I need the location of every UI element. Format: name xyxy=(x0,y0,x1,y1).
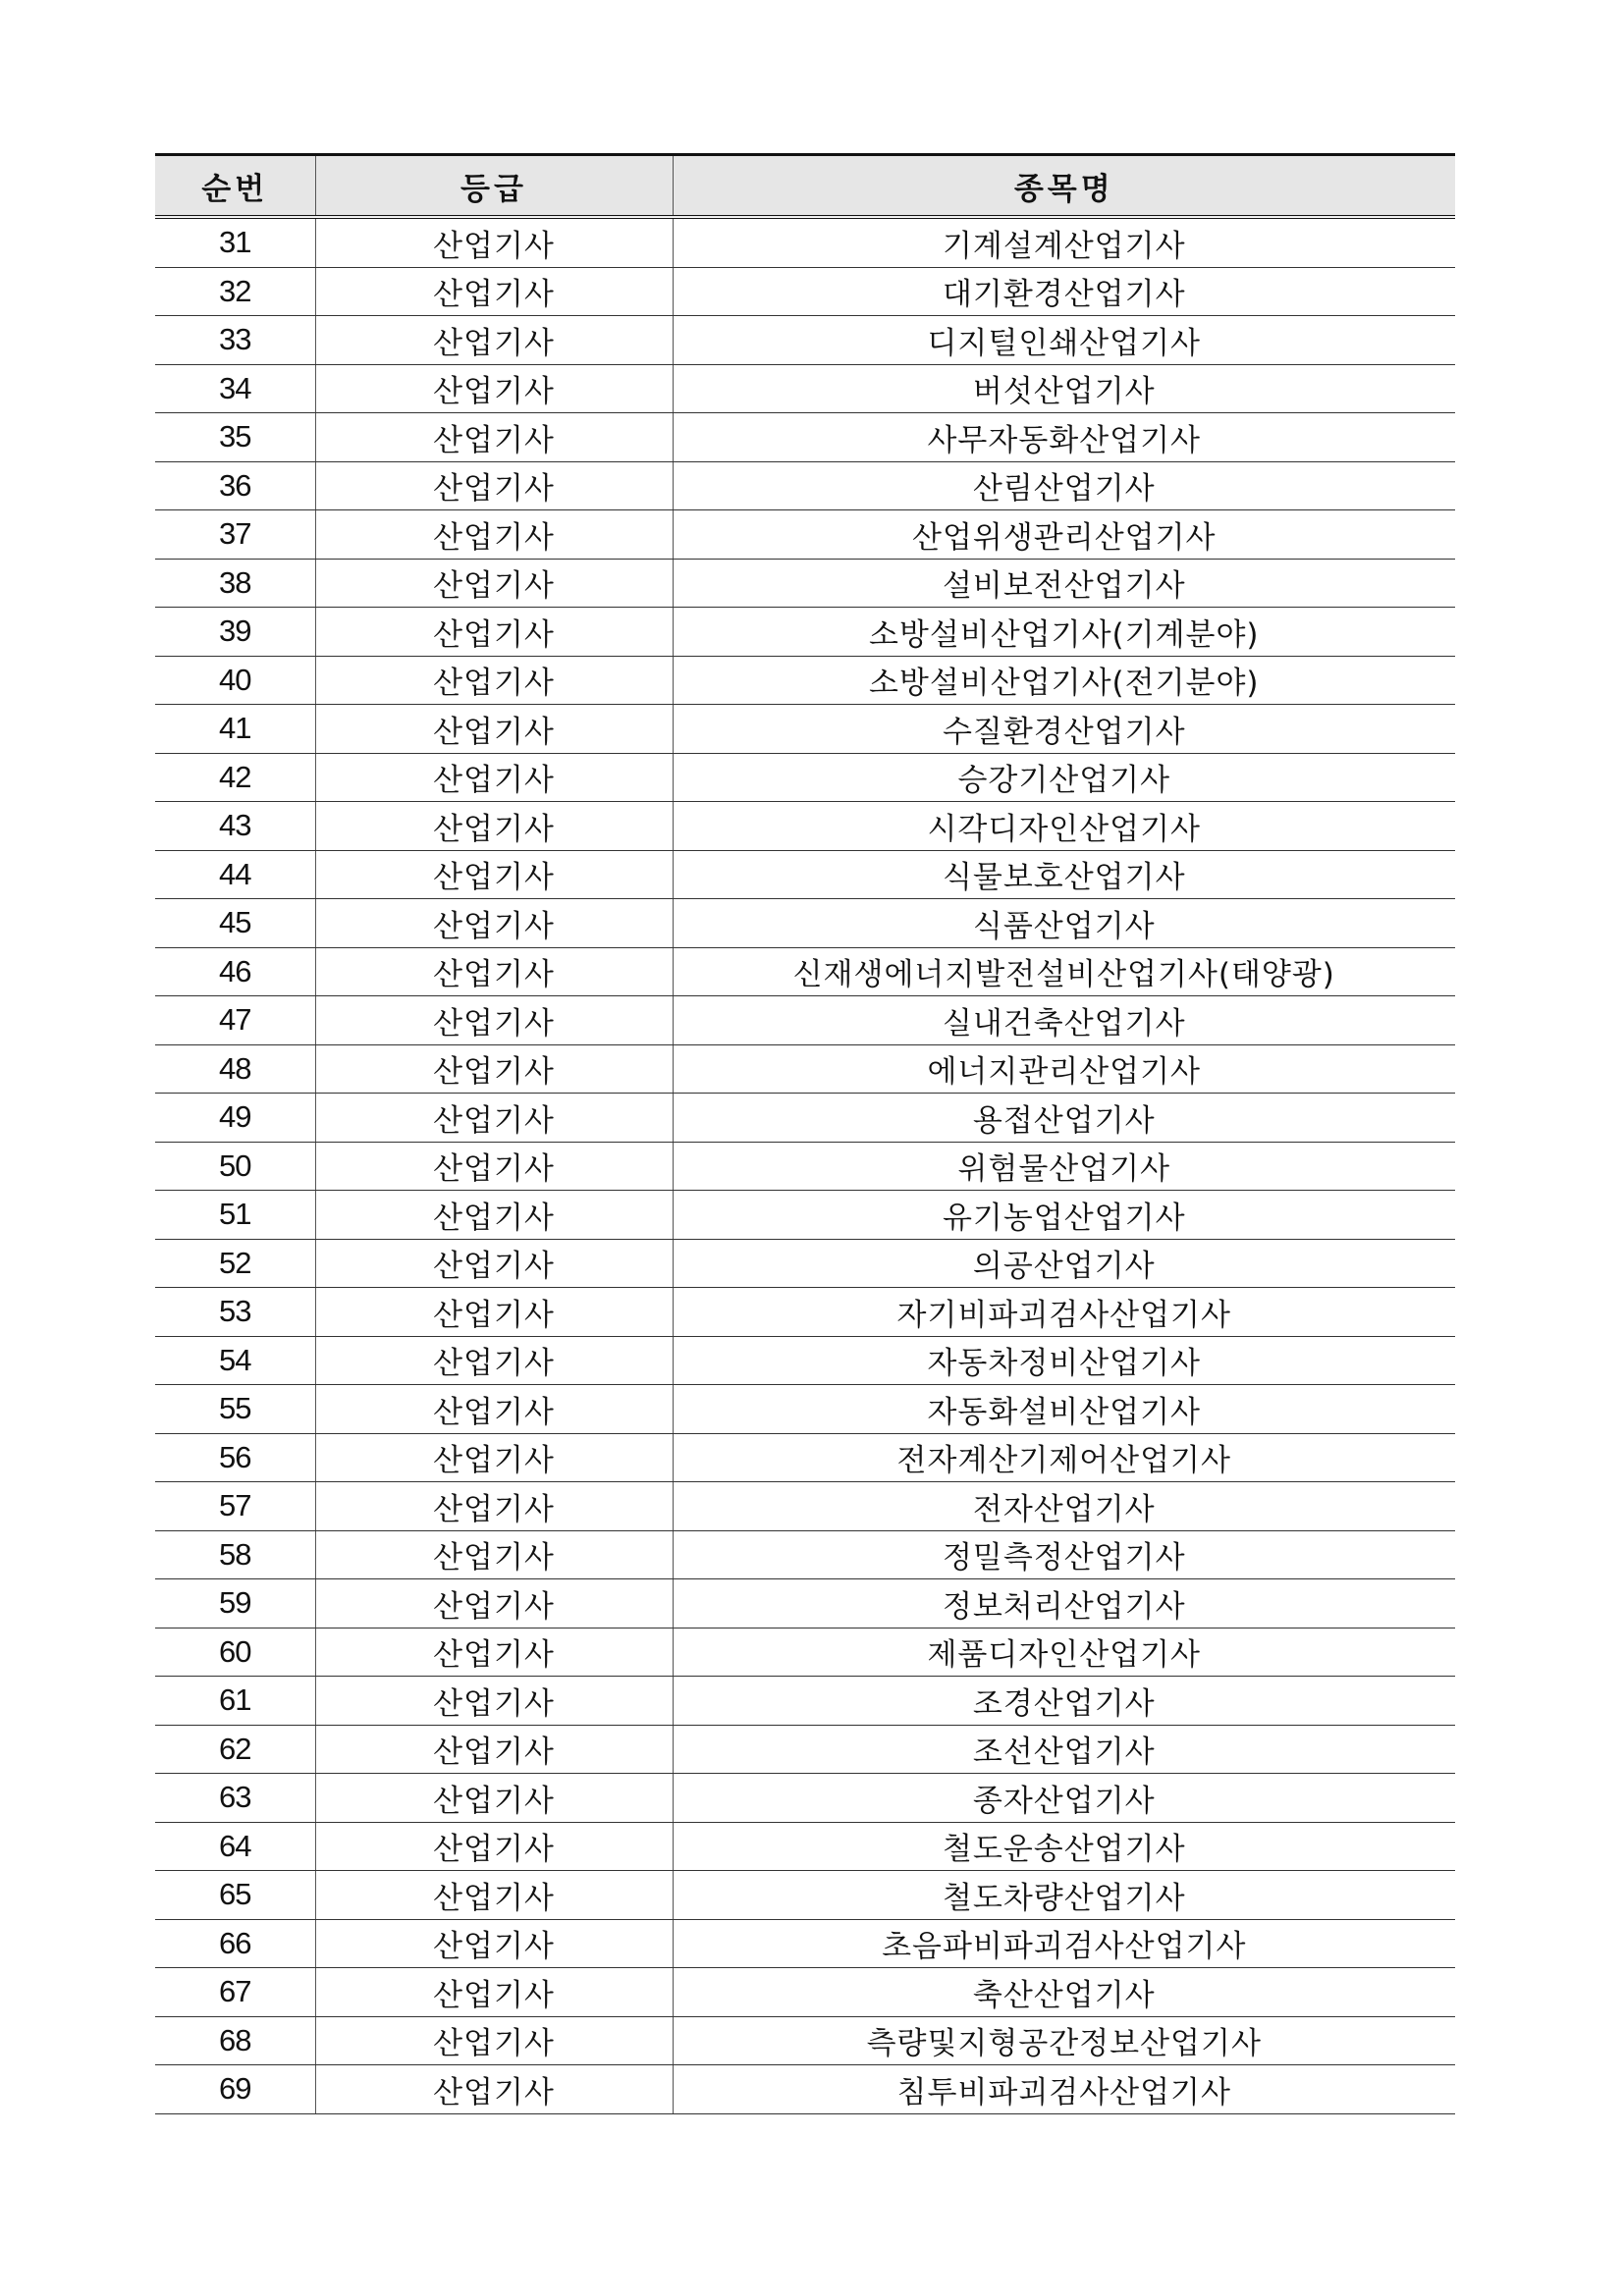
row-grade: 산업기사 xyxy=(315,1142,673,1191)
row-number: 51 xyxy=(155,1191,315,1240)
table-body xyxy=(155,217,1455,2113)
table-row xyxy=(155,510,1455,560)
row-number: 34 xyxy=(155,364,315,413)
row-grade: 산업기사 xyxy=(315,1482,673,1531)
table-row xyxy=(155,1725,1455,1774)
table-row xyxy=(155,1677,1455,1726)
row-item-name: 식물보호산업기사 xyxy=(673,850,1455,899)
row-number: 36 xyxy=(155,461,315,510)
row-number: 55 xyxy=(155,1385,315,1434)
row-grade: 산업기사 xyxy=(315,559,673,608)
row-grade: 산업기사 xyxy=(315,1677,673,1726)
row-number: 63 xyxy=(155,1774,315,1823)
row-number: 43 xyxy=(155,802,315,851)
table-row xyxy=(155,608,1455,657)
row-grade: 산업기사 xyxy=(315,1530,673,1579)
row-number: 37 xyxy=(155,510,315,560)
row-grade: 산업기사 xyxy=(315,217,673,267)
row-number: 45 xyxy=(155,899,315,948)
row-grade: 산업기사 xyxy=(315,1725,673,1774)
row-grade: 산업기사 xyxy=(315,899,673,948)
row-number: 49 xyxy=(155,1094,315,1143)
row-grade: 산업기사 xyxy=(315,267,673,316)
table-row xyxy=(155,1774,1455,1823)
row-number: 68 xyxy=(155,2016,315,2065)
row-grade: 산업기사 xyxy=(315,753,673,802)
row-number: 66 xyxy=(155,1919,315,1968)
row-number: 53 xyxy=(155,1288,315,1337)
row-item-name: 기계설계산업기사 xyxy=(673,217,1455,267)
table-row xyxy=(155,1433,1455,1482)
table-row xyxy=(155,2016,1455,2065)
table-row xyxy=(155,1628,1455,1677)
row-item-name: 버섯산업기사 xyxy=(673,364,1455,413)
table-row xyxy=(155,1968,1455,2017)
row-number: 44 xyxy=(155,850,315,899)
row-grade: 산업기사 xyxy=(315,1628,673,1677)
row-item-name: 전자계산기제어산업기사 xyxy=(673,1433,1455,1482)
row-item-name: 위험물산업기사 xyxy=(673,1142,1455,1191)
row-item-name: 신재생에너지발전설비산업기사(태양광) xyxy=(673,947,1455,996)
table-row xyxy=(155,316,1455,365)
row-number: 62 xyxy=(155,1725,315,1774)
row-item-name: 디지털인쇄산업기사 xyxy=(673,316,1455,365)
certification-table xyxy=(155,153,1455,2114)
row-number: 31 xyxy=(155,217,315,267)
table-row xyxy=(155,461,1455,510)
table-row xyxy=(155,559,1455,608)
row-grade: 산업기사 xyxy=(315,364,673,413)
row-number: 32 xyxy=(155,267,315,316)
table-row xyxy=(155,1822,1455,1871)
table-row xyxy=(155,1336,1455,1385)
row-grade: 산업기사 xyxy=(315,2016,673,2065)
table-row xyxy=(155,1288,1455,1337)
row-number: 40 xyxy=(155,656,315,705)
row-grade: 산업기사 xyxy=(315,316,673,365)
row-item-name: 의공산업기사 xyxy=(673,1239,1455,1288)
row-number: 39 xyxy=(155,608,315,657)
row-grade: 산업기사 xyxy=(315,996,673,1045)
row-item-name: 초음파비파괴검사산업기사 xyxy=(673,1919,1455,1968)
table-row xyxy=(155,996,1455,1045)
row-number: 58 xyxy=(155,1530,315,1579)
table-row xyxy=(155,1044,1455,1094)
row-item-name: 측량및지형공간정보산업기사 xyxy=(673,2016,1455,2065)
table-row xyxy=(155,1142,1455,1191)
table-row xyxy=(155,413,1455,462)
row-item-name: 정밀측정산업기사 xyxy=(673,1530,1455,1579)
table-row xyxy=(155,1579,1455,1629)
row-number: 67 xyxy=(155,1968,315,2017)
row-item-name: 실내건축산업기사 xyxy=(673,996,1455,1045)
row-item-name: 산업위생관리산업기사 xyxy=(673,510,1455,560)
row-item-name: 조선산업기사 xyxy=(673,1725,1455,1774)
row-number: 52 xyxy=(155,1239,315,1288)
table-row xyxy=(155,217,1455,267)
table-row xyxy=(155,1191,1455,1240)
row-grade: 산업기사 xyxy=(315,1288,673,1337)
table-row xyxy=(155,1482,1455,1531)
table-row xyxy=(155,1530,1455,1579)
table-row xyxy=(155,947,1455,996)
row-number: 46 xyxy=(155,947,315,996)
row-number: 33 xyxy=(155,316,315,365)
row-item-name: 정보처리산업기사 xyxy=(673,1579,1455,1629)
row-item-name: 에너지관리산업기사 xyxy=(673,1044,1455,1094)
row-item-name: 자동화설비산업기사 xyxy=(673,1385,1455,1434)
row-grade: 산업기사 xyxy=(315,1044,673,1094)
row-item-name: 종자산업기사 xyxy=(673,1774,1455,1823)
table-header xyxy=(155,155,1455,218)
row-item-name: 조경산업기사 xyxy=(673,1677,1455,1726)
row-item-name: 승강기산업기사 xyxy=(673,753,1455,802)
row-grade: 산업기사 xyxy=(315,510,673,560)
row-item-name: 자동차정비산업기사 xyxy=(673,1336,1455,1385)
table-row xyxy=(155,753,1455,802)
row-number: 41 xyxy=(155,705,315,754)
row-grade: 산업기사 xyxy=(315,656,673,705)
header-item-name: 종목명 xyxy=(673,155,1455,218)
row-grade: 산업기사 xyxy=(315,1191,673,1240)
row-number: 48 xyxy=(155,1044,315,1094)
table-row xyxy=(155,802,1455,851)
row-grade: 산업기사 xyxy=(315,1336,673,1385)
row-grade: 산업기사 xyxy=(315,1822,673,1871)
row-item-name: 설비보전산업기사 xyxy=(673,559,1455,608)
row-grade: 산업기사 xyxy=(315,1094,673,1143)
row-number: 69 xyxy=(155,2065,315,2114)
row-number: 61 xyxy=(155,1677,315,1726)
row-number: 35 xyxy=(155,413,315,462)
row-number: 56 xyxy=(155,1433,315,1482)
row-number: 42 xyxy=(155,753,315,802)
row-item-name: 철도차량산업기사 xyxy=(673,1871,1455,1920)
table-row xyxy=(155,899,1455,948)
header-number: 순번 xyxy=(155,155,315,218)
row-grade: 산업기사 xyxy=(315,2065,673,2114)
header-grade: 등급 xyxy=(315,155,673,218)
table-row xyxy=(155,267,1455,316)
row-number: 65 xyxy=(155,1871,315,1920)
row-grade: 산업기사 xyxy=(315,1385,673,1434)
row-grade: 산업기사 xyxy=(315,1433,673,1482)
table-row xyxy=(155,705,1455,754)
row-item-name: 제품디자인산업기사 xyxy=(673,1628,1455,1677)
row-item-name: 소방설비산업기사(기계분야) xyxy=(673,608,1455,657)
row-item-name: 침투비파괴검사산업기사 xyxy=(673,2065,1455,2114)
row-item-name: 시각디자인산업기사 xyxy=(673,802,1455,851)
row-grade: 산업기사 xyxy=(315,1871,673,1920)
row-item-name: 식품산업기사 xyxy=(673,899,1455,948)
row-item-name: 전자산업기사 xyxy=(673,1482,1455,1531)
row-grade: 산업기사 xyxy=(315,461,673,510)
table-row xyxy=(155,656,1455,705)
row-item-name: 소방설비산업기사(전기분야) xyxy=(673,656,1455,705)
table-row xyxy=(155,1385,1455,1434)
table-row xyxy=(155,2065,1455,2114)
row-grade: 산업기사 xyxy=(315,1239,673,1288)
table-row xyxy=(155,1239,1455,1288)
table-row xyxy=(155,1871,1455,1920)
row-item-name: 수질환경산업기사 xyxy=(673,705,1455,754)
row-item-name: 유기농업산업기사 xyxy=(673,1191,1455,1240)
row-grade: 산업기사 xyxy=(315,608,673,657)
row-number: 60 xyxy=(155,1628,315,1677)
table-row xyxy=(155,364,1455,413)
row-item-name: 용접산업기사 xyxy=(673,1094,1455,1143)
row-grade: 산업기사 xyxy=(315,1968,673,2017)
row-item-name: 대기환경산업기사 xyxy=(673,267,1455,316)
row-grade: 산업기사 xyxy=(315,1919,673,1968)
row-item-name: 축산산업기사 xyxy=(673,1968,1455,2017)
row-number: 50 xyxy=(155,1142,315,1191)
row-grade: 산업기사 xyxy=(315,1579,673,1629)
table-row xyxy=(155,850,1455,899)
row-number: 47 xyxy=(155,996,315,1045)
row-item-name: 산림산업기사 xyxy=(673,461,1455,510)
row-grade: 산업기사 xyxy=(315,947,673,996)
table-row xyxy=(155,1094,1455,1143)
row-grade: 산업기사 xyxy=(315,1774,673,1823)
header-row xyxy=(155,155,1455,218)
row-grade: 산업기사 xyxy=(315,850,673,899)
row-grade: 산업기사 xyxy=(315,705,673,754)
row-item-name: 철도운송산업기사 xyxy=(673,1822,1455,1871)
row-number: 57 xyxy=(155,1482,315,1531)
table-row xyxy=(155,1919,1455,1968)
row-item-name: 사무자동화산업기사 xyxy=(673,413,1455,462)
row-grade: 산업기사 xyxy=(315,802,673,851)
row-item-name: 자기비파괴검사산업기사 xyxy=(673,1288,1455,1337)
row-number: 64 xyxy=(155,1822,315,1871)
row-number: 38 xyxy=(155,559,315,608)
row-number: 59 xyxy=(155,1579,315,1629)
row-grade: 산업기사 xyxy=(315,413,673,462)
row-number: 54 xyxy=(155,1336,315,1385)
